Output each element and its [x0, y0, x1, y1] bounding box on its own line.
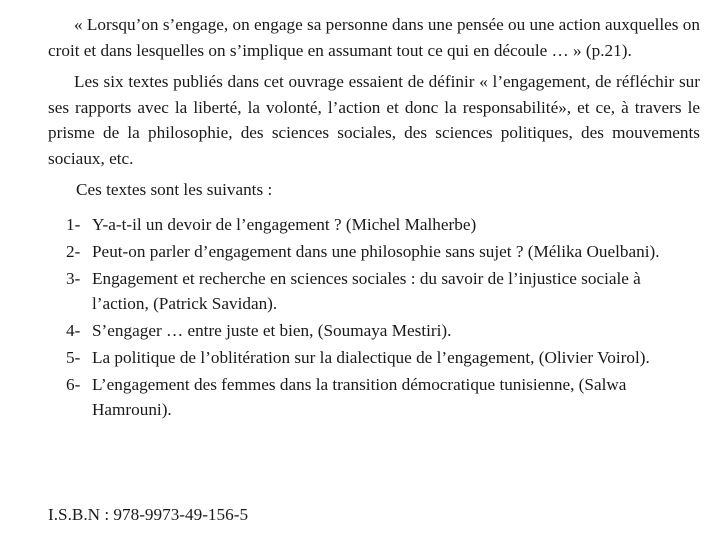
list-item-text: Peut-on parler d’engagement dans une philosophie sans sujet ? (Mélika Ouelbani).: [92, 242, 660, 261]
list-item: [66, 345, 700, 370]
list-item-number: 2-: [66, 242, 81, 261]
list-item: [66, 239, 700, 264]
list-item: [66, 212, 700, 237]
list-item-number: 3-: [66, 269, 81, 288]
list-item: [66, 318, 700, 343]
list-item: [66, 372, 700, 422]
isbn-line: I.S.B.N : 978-9973-49-156-5: [48, 505, 249, 524]
list-item-number: 4-: [66, 321, 81, 340]
list-item: [66, 266, 700, 316]
document-body: [48, 12, 700, 424]
list-item-text: La politique de l’oblitération sur la dialectique de l’engagement, (Olivier Voirol).: [92, 348, 650, 367]
list-item-text: S’engager … entre juste et bien, (Soumaya Mestiri).: [92, 321, 452, 340]
list-item-number: 5-: [66, 348, 81, 367]
list-item-text: L’engagement des femmes dans la transition démocratique tunisienne, (Salwa Hamrouni).: [92, 375, 627, 419]
list-item-text: Engagement et recherche en sciences sociales : du savoir de l’injustice sociale à l’action, (Patrick Savidan).: [92, 269, 641, 313]
text-list: [48, 212, 700, 422]
list-intro: Ces textes sont les suivants :: [76, 180, 273, 199]
description-paragraph: Les six textes publiés dans cet ouvrage essaient de définir « l’engagement, de réfléchir sur ses rapports avec la liberté, la volonté, l’action et donc la responsabilité», et ce, à travers le prisme de la philosophie, des sciences sociales, des sciences politiques, des mouvements sociaux, etc.: [48, 72, 700, 168]
list-item-number: 1-: [66, 215, 81, 234]
quote-paragraph: « Lorsqu’on s’engage, on engage sa personne dans une pensée ou une action auxquelles on croit et dans lesquelles on s’implique en assumant tout ce qui en découle … » (p.21).: [48, 15, 700, 60]
list-item-text: Y-a-t-il un devoir de l’engagement ? (Michel Malherbe): [92, 215, 477, 234]
list-item-number: 6-: [66, 375, 81, 394]
